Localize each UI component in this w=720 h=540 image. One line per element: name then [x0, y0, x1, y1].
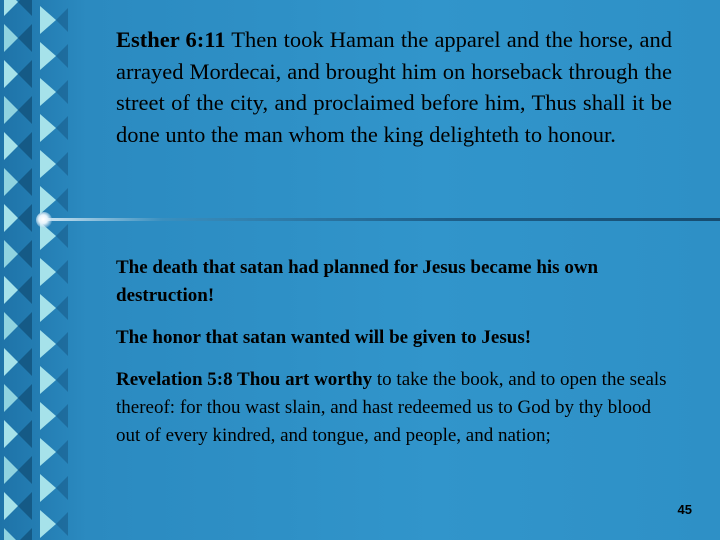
border-triangle-right: [40, 150, 56, 178]
horizontal-divider-line: [40, 218, 720, 221]
border-triangle-left: [4, 312, 18, 340]
border-triangle-right: [40, 42, 56, 70]
verse-text: Then took Haman the apparel and the horse, and arrayed Mordecai, and brought him on horseback through the street of the city, and proclaimed before him, Thus shall it be done unto the man whom the king delighteth to honour.: [116, 27, 673, 147]
border-triangle-shadow-right: [56, 224, 68, 248]
border-triangle-left: [4, 420, 18, 448]
page-number: 45: [677, 502, 692, 517]
border-triangle-right: [40, 366, 56, 394]
border-triangle-left: [4, 384, 18, 412]
border-triangle-shadow: [18, 60, 32, 88]
border-triangle-right: [40, 6, 56, 34]
border-triangle-right: [40, 258, 56, 286]
paragraph-death-destruction: The death that satan had planned for Jesus became his own destruction!: [116, 257, 599, 306]
border-triangle-shadow: [18, 240, 32, 268]
revelation-reference: Revelation 5:8 Thou art worthy: [116, 369, 373, 390]
border-triangle-shadow: [18, 312, 32, 340]
border-triangle-shadow-right: [56, 368, 68, 392]
border-triangle-left: [4, 276, 18, 304]
border-triangle-right: [40, 114, 56, 142]
border-triangle-left: [4, 168, 18, 196]
triangle-border-decoration: [0, 0, 90, 540]
border-triangle-right: [40, 186, 56, 214]
border-triangle-left: [4, 204, 18, 232]
border-triangle-right: [40, 78, 56, 106]
border-triangle-shadow-right: [56, 116, 68, 140]
border-triangle-left: [4, 132, 18, 160]
verse-paragraph: [116, 24, 672, 150]
paragraph-revelation: [116, 366, 678, 450]
border-triangle-shadow-right: [56, 260, 68, 284]
border-triangle-left: [4, 456, 18, 484]
border-triangle-right: [40, 510, 56, 538]
divider-glow-dot: [36, 212, 52, 228]
border-triangle-shadow: [18, 132, 32, 160]
border-triangle-left: [4, 528, 18, 540]
border-triangle-shadow: [18, 420, 32, 448]
border-triangle-shadow-right: [56, 8, 68, 32]
border-triangle-left: [4, 240, 18, 268]
border-triangle-shadow: [18, 528, 32, 540]
border-triangle-right: [40, 330, 56, 358]
border-triangle-left: [4, 0, 18, 16]
border-triangle-left: [4, 60, 18, 88]
border-triangle-shadow: [18, 24, 32, 52]
border-triangle-shadow-right: [56, 80, 68, 104]
border-triangle-shadow-right: [56, 296, 68, 320]
border-triangle-shadow: [18, 204, 32, 232]
border-triangle-shadow: [18, 384, 32, 412]
border-triangle-left: [4, 348, 18, 376]
border-triangle-right: [40, 294, 56, 322]
border-triangle-shadow-right: [56, 404, 68, 428]
border-triangle-shadow: [18, 0, 32, 16]
border-triangle-shadow: [18, 276, 32, 304]
border-triangle-right: [40, 402, 56, 430]
border-triangle-shadow-right: [56, 152, 68, 176]
border-triangle-shadow-right: [56, 188, 68, 212]
border-triangle-shadow-right: [56, 44, 68, 68]
border-triangle-right: [40, 438, 56, 466]
border-triangle-shadow-right: [56, 512, 68, 536]
border-triangle-left: [4, 96, 18, 124]
border-triangle-shadow: [18, 96, 32, 124]
border-triangle-shadow-right: [56, 476, 68, 500]
border-triangle-shadow: [18, 348, 32, 376]
border-triangle-shadow: [18, 168, 32, 196]
border-triangle-left: [4, 24, 18, 52]
border-triangle-shadow-right: [56, 440, 68, 464]
border-triangle-left: [4, 492, 18, 520]
border-triangle-right: [40, 474, 56, 502]
revelation-text: to take the book, and to open the seals thereof: for thou wast slain, and hast redeemed us to God by thy blood out of every kindred, and tongue, and people, and nation;: [116, 369, 667, 446]
border-triangle-shadow: [18, 492, 32, 520]
verse-reference: Esther 6:11: [116, 27, 226, 52]
paragraph-honor-jesus: The honor that satan wanted will be given to Jesus!: [116, 327, 532, 348]
border-triangle-shadow-right: [56, 332, 68, 356]
border-triangle-shadow: [18, 456, 32, 484]
